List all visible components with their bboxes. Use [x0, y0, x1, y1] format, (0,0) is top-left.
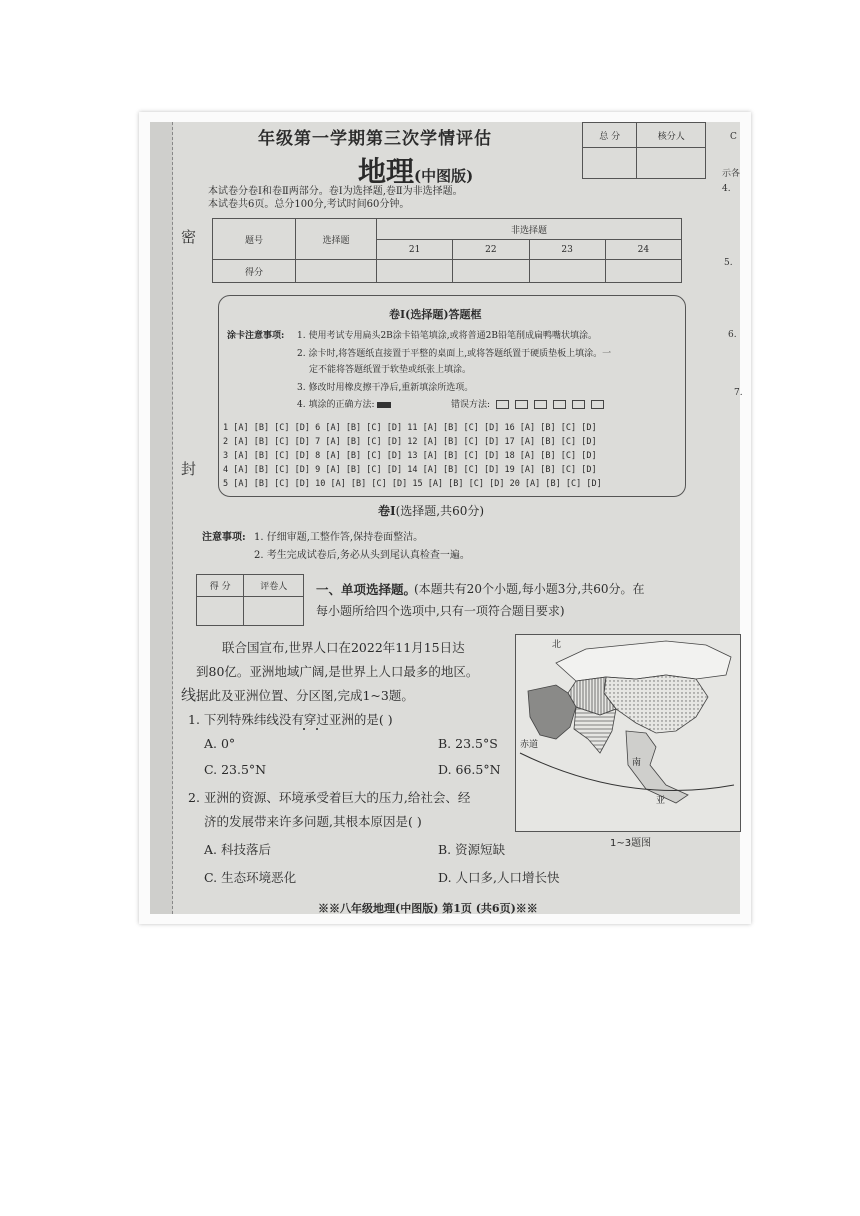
wrong-mark-check: [496, 400, 509, 409]
asia-region-map: [515, 634, 741, 832]
grader-name-cell[interactable]: [244, 597, 304, 626]
map-label-north: 北: [552, 640, 562, 650]
answer-card-notice-2: 2. 涂卡时,将答题纸直接置于平整的桌面上,或将答题纸置于硬质垫板上填涂。一: [297, 349, 612, 359]
question-1-stem: 1. 下列特殊纬线没有穿过亚洲的是( ): [188, 712, 393, 727]
right-edge-fragment: C: [730, 132, 737, 142]
binding-mark-xian: 线: [181, 686, 197, 704]
bubble-row-2[interactable]: 2 [A] [B] [C] [D] 7 [A] [B] [C] [D] 12 [A] [B] [C] [D] 17 [A] [B] [C] [D]: [223, 437, 597, 447]
total-score-cell[interactable]: [583, 148, 637, 179]
answer-card-notice-2b: 定不能将答题纸置于软垫或纸张上填涂。: [309, 365, 472, 375]
q-number-23: 23: [529, 240, 605, 260]
part-one-heading: 一、单项选择题。: [316, 582, 417, 597]
grader-score-label: 得 分: [197, 575, 244, 597]
bubble-row-4[interactable]: 4 [A] [B] [C] [D] 9 [A] [B] [C] [D] 14 [A] [B] [C] [D] 19 [A] [B] [C] [D]: [223, 465, 597, 475]
grader-box: [196, 574, 304, 626]
score-cell-24[interactable]: [605, 260, 681, 283]
question-2-stem-2: 济的发展带来许多问题,其根本原因是( ): [204, 814, 422, 829]
grader-label: 评卷人: [244, 575, 304, 597]
right-edge-fragment: 示各: [722, 169, 741, 179]
q-number-22: 22: [453, 240, 529, 260]
intro-line-2: 本试卷共6页。总分100分,考试时间60分钟。: [208, 199, 410, 210]
north-asia-region: [556, 641, 731, 681]
score-cell-choice[interactable]: [296, 260, 377, 283]
right-edge-fragment: 4.: [722, 184, 731, 194]
section-1-heading: [378, 502, 484, 519]
passage-line-1: 联合国宣布,世界人口在2022年11月15日达: [222, 640, 465, 655]
binding-mark-mi: 密: [181, 228, 197, 246]
checker-label: 核分人: [637, 123, 706, 148]
q1-option-b[interactable]: B. 23.5°S: [438, 736, 498, 751]
south-asia-region: [574, 707, 616, 753]
passage-line-3: 据此及亚洲位置、分区图,完成1~3题。: [196, 688, 414, 703]
wrong-mark-cross: [534, 400, 547, 409]
answer-card-notice-label: 涂卡注意事项:: [227, 331, 285, 341]
q1-option-c[interactable]: C. 23.5°N: [204, 762, 267, 777]
bubble-row-3[interactable]: 3 [A] [B] [C] [D] 8 [A] [B] [C] [D] 13 [A] [B] [C] [D] 18 [A] [B] [C] [D]: [223, 451, 597, 461]
non-choice-header: 非选择题: [377, 219, 682, 240]
bubble-row-5[interactable]: 5 [A] [B] [C] [D] 10 [A] [B] [C] [D] 15 [A] [B] [C] [D] 20 [A] [B] [C] [D]: [223, 479, 602, 489]
part-one-desc-2: 每小题所给四个选项中,只有一项符合题目要求): [316, 604, 565, 618]
section-1-title: 卷Ⅰ: [378, 504, 396, 518]
emphasis-dot: [316, 728, 318, 730]
map-label-equator: 赤道: [520, 740, 539, 750]
right-edge-fragment: 7.: [734, 388, 743, 398]
part-one-desc-1: (本题共有20个小题,每小题3分,共60分。在: [414, 582, 645, 596]
q1-option-d[interactable]: D. 66.5°N: [438, 762, 501, 777]
q2-option-d[interactable]: D. 人口多,人口增长快: [438, 870, 560, 885]
exam-title: 年级第一学期第三次学情评估: [258, 129, 492, 149]
binding-strip: [150, 122, 173, 914]
q2-option-a[interactable]: A. 科技落后: [204, 842, 271, 857]
q-number-header: 题号: [213, 219, 296, 260]
asia-map-svg: [516, 635, 740, 831]
right-edge-fragment: 6.: [728, 330, 737, 340]
score-cell-22[interactable]: [453, 260, 529, 283]
question-2-stem-1: 2. 亚洲的资源、环境承受着巨大的压力,给社会、经: [188, 790, 471, 805]
total-score-label: 总 分: [583, 123, 637, 148]
q1-option-a[interactable]: A. 0°: [204, 736, 236, 751]
wrong-mark-dot: [515, 400, 528, 409]
bubble-row-1[interactable]: 1 [A] [B] [C] [D] 6 [A] [B] [C] [D] 11 [A] [B] [C] [D] 16 [A] [B] [C] [D]: [223, 423, 597, 433]
correct-method-label: 4. 填涂的正确方法:: [297, 400, 375, 410]
answer-card-title: 卷Ⅰ(选择题)答题框: [389, 308, 482, 321]
wrong-mark-half: [572, 400, 585, 409]
equator-line: [520, 753, 734, 791]
answer-card-notice-1: 1. 使用考试专用扁头2B涂卡铅笔填涂,或将普通2B铅笔削成扁鸭嘴状填涂。: [297, 331, 597, 341]
east-asia-region: [604, 675, 708, 733]
q2-option-c[interactable]: C. 生态环境恶化: [204, 870, 297, 885]
correct-fill-mark: [377, 402, 391, 408]
page-footer: ※※八年级地理(中图版) 第1页 (共6页)※※: [318, 902, 538, 915]
answer-card: [218, 295, 686, 497]
map-caption: 1~3题图: [610, 838, 652, 849]
right-edge-fragment: 5.: [724, 258, 733, 268]
map-label-asia: 亚: [656, 796, 666, 806]
checker-cell[interactable]: [637, 148, 706, 179]
grader-score-cell[interactable]: [197, 597, 244, 626]
edition-label: (中图版): [414, 167, 474, 185]
score-table: [212, 218, 682, 283]
emphasis-dot: [303, 728, 305, 730]
intro-line-1: 本试卷分卷Ⅰ和卷Ⅱ两部分。卷Ⅰ为选择题,卷Ⅱ为非选择题。: [208, 186, 463, 197]
score-cell-23[interactable]: [529, 260, 605, 283]
section-notice-1: 1. 仔细审题,工整作答,保持卷面整洁。: [254, 532, 424, 543]
answer-card-notice-3: 3. 修改时用橡皮擦干净后,重新填涂所选项。: [297, 383, 474, 393]
wrong-mark-line: [553, 400, 566, 409]
binding-mark-feng: 封: [181, 460, 197, 478]
wrong-method-label: 错误方法:: [451, 400, 491, 410]
map-label-south: 南: [632, 758, 642, 768]
section-notice-label: 注意事项:: [202, 532, 246, 543]
score-row-label: 得分: [213, 260, 296, 283]
wrong-method: [451, 397, 607, 410]
total-score-box: [582, 122, 706, 179]
wrong-mark-slash: [591, 400, 604, 409]
choice-header: 选择题: [296, 219, 377, 260]
score-cell-21[interactable]: [377, 260, 453, 283]
exam-paper: [150, 122, 743, 915]
q-number-21: 21: [377, 240, 453, 260]
section-notice-2: 2. 考生完成试卷后,务必从头到尾认真检查一遍。: [254, 550, 470, 561]
answer-card-notice-4: [297, 397, 391, 410]
passage-line-2: 到80亿。亚洲地域广阔,是世界上人口最多的地区。: [196, 664, 479, 679]
q2-option-b[interactable]: B. 资源短缺: [438, 842, 506, 857]
section-1-subtitle: (选择题,共60分): [395, 504, 485, 518]
q-number-24: 24: [605, 240, 681, 260]
subject-name: 地理: [358, 155, 415, 188]
